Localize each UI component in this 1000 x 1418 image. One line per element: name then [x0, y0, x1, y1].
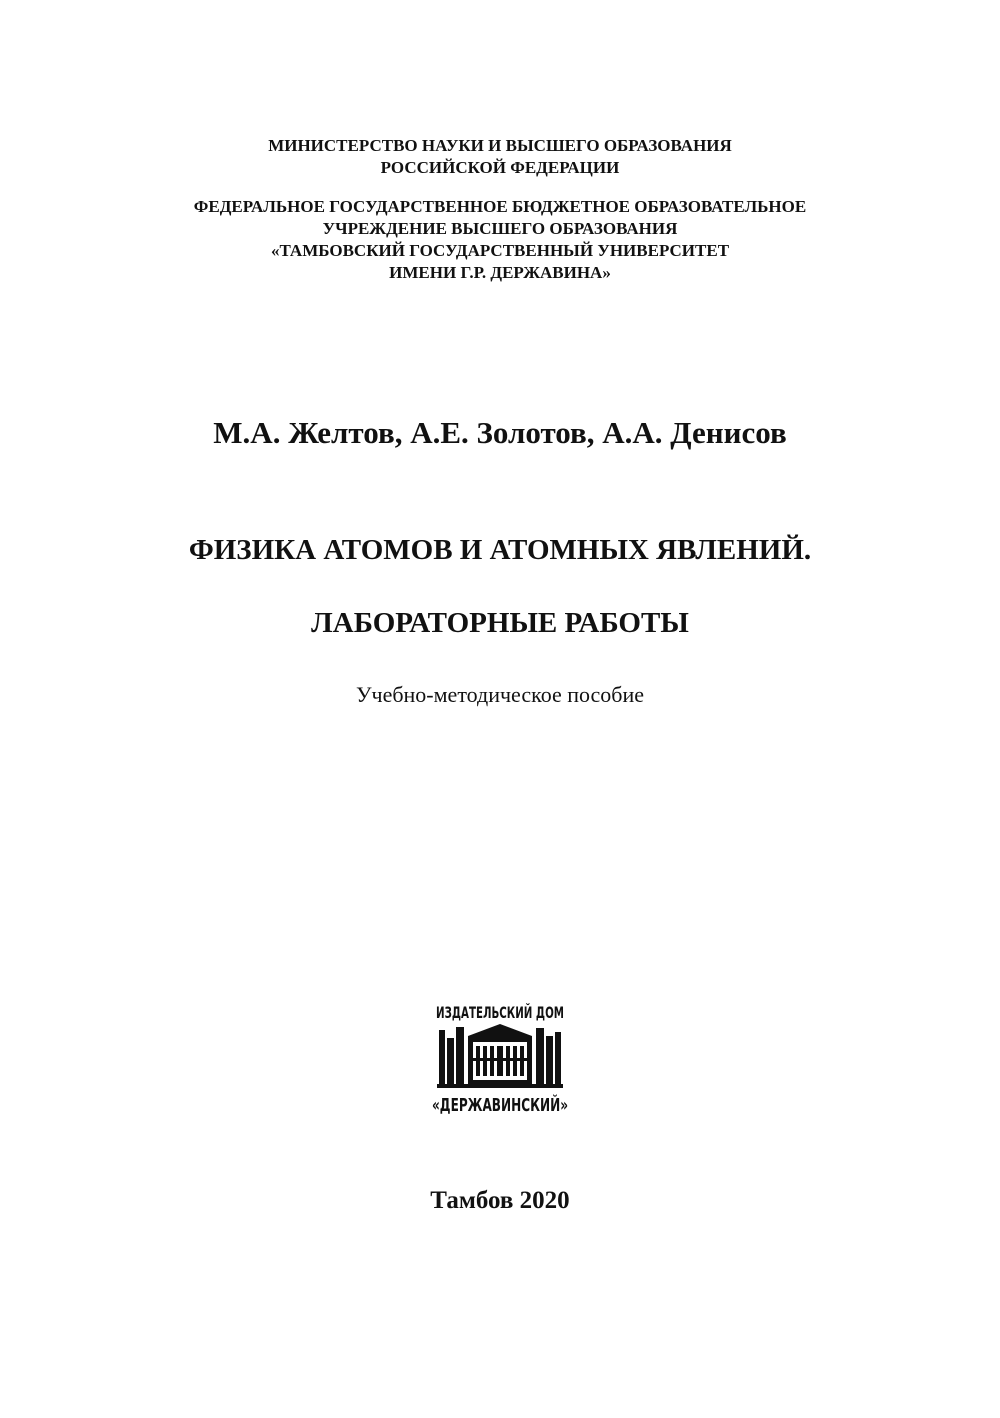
organization-line-4: ИМЕНИ Г.Р. ДЕРЖАВИНА»	[389, 263, 611, 282]
ministry-line-1: МИНИСТЕРСТВО НАУКИ И ВЫСШЕГО ОБРАЗОВАНИЯ	[268, 136, 732, 155]
library-building-icon	[437, 1024, 563, 1088]
organization-line-1: ФЕДЕРАЛЬНОЕ ГОСУДАРСТВЕННОЕ БЮДЖЕТНОЕ ОБРАЗОВАТЕЛЬНОЕ	[193, 197, 807, 216]
title-line-1: ФИЗИКА АТОМОВ И АТОМНЫХ ЯВЛЕНИЙ.	[188, 534, 812, 566]
organization-line-3: «ТАМБОВСКИЙ ГОСУДАРСТВЕННЫЙ УНИВЕРСИТЕТ	[270, 241, 730, 260]
authors: М.А. Желтов, А.Е. Золотов, А.А. Денисов	[213, 415, 787, 450]
publisher-logo	[429, 998, 635, 1123]
ministry-line-2: РОССИЙСКОЙ ФЕДЕРАЦИИ	[380, 158, 620, 177]
logo-bottom-text: «ДЕРЖАВИНСКИЙ»	[432, 1095, 635, 1116]
organization-line-2: УЧРЕЖДЕНИЕ ВЫСШЕГО ОБРАЗОВАНИЯ	[322, 219, 678, 238]
imprint: Тамбов 2020	[430, 1187, 570, 1214]
title-line-2: ЛАБОРАТОРНЫЕ РАБОТЫ	[311, 607, 689, 639]
document-type: Учебно-методическое пособие	[355, 682, 645, 707]
logo-top-text: ИЗДАТЕЛЬСКИЙ ДОМ	[436, 1003, 564, 1022]
